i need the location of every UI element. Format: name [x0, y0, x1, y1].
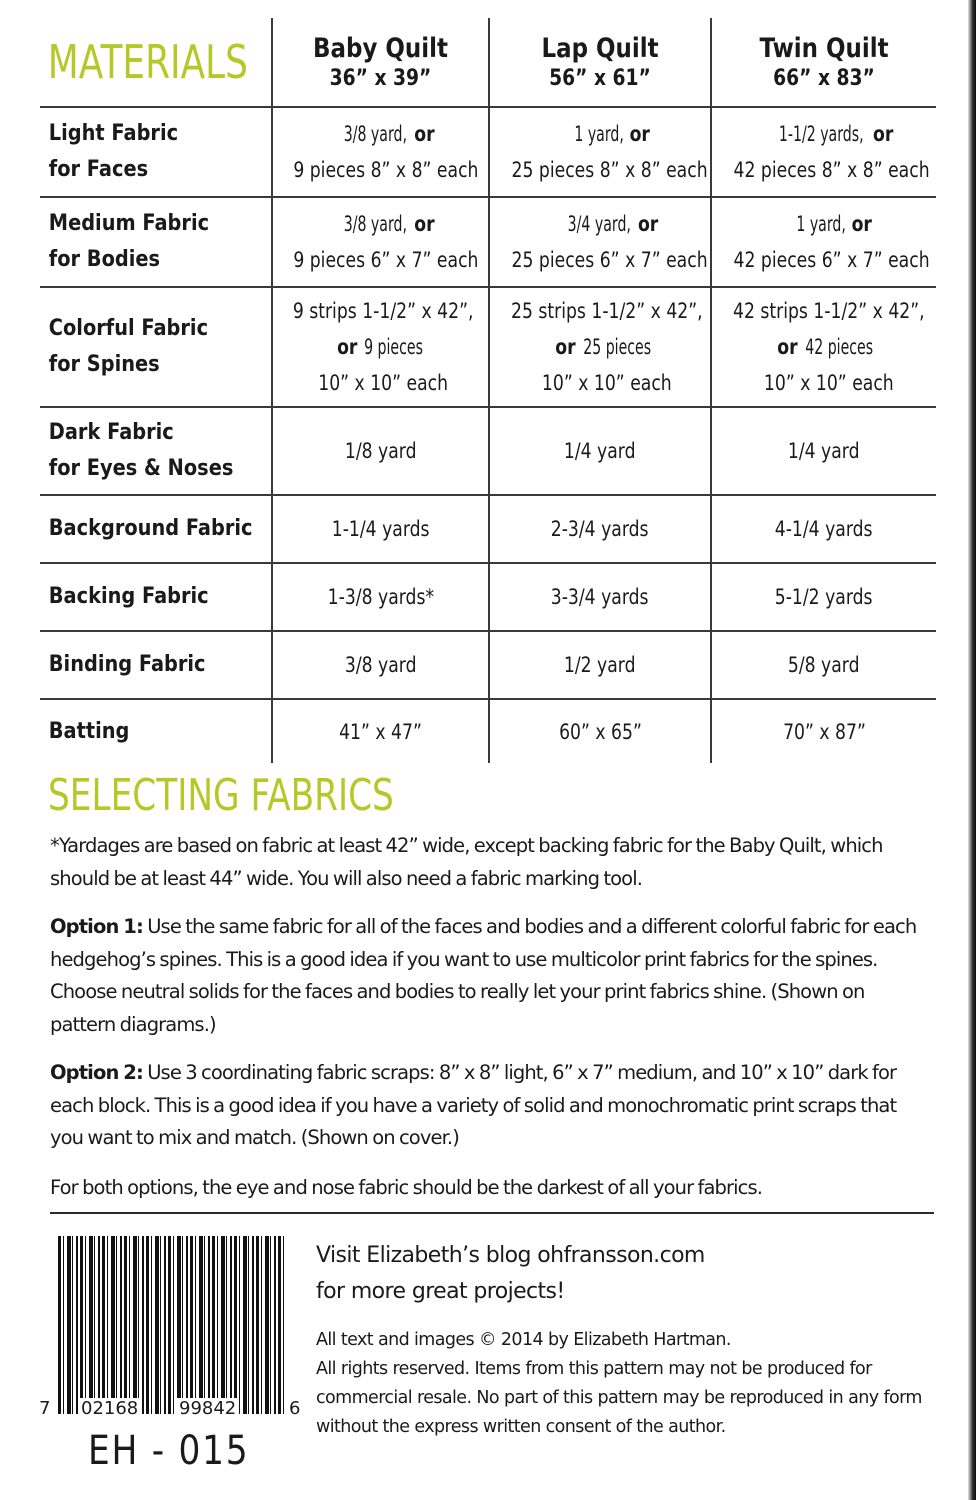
table-cell — [272, 631, 489, 699]
blog-line: Visit Elizabeth’s blog ohfransson.com — [316, 1243, 705, 1268]
cell-or: or — [629, 122, 650, 146]
table-cell — [711, 287, 936, 407]
blog-line: for more great projects! — [316, 1279, 565, 1304]
barcode-check-digit: 6 — [286, 1398, 303, 1420]
option-1-text: Use the same fabric for all of the faces and bodies and a different colorful fabric for each hedgehog’s spines. This is a good idea if you want to use multicolor print fabrics for the spines. Choose neutral solids for the faces and bodies to really let your print fabrics shine. (Shown on pattern diagrams.) — [50, 915, 917, 1036]
row-label-cell — [40, 407, 272, 495]
table-cell — [272, 563, 489, 631]
table-cell — [489, 107, 711, 197]
table-cell — [272, 287, 489, 407]
table-cell — [489, 197, 711, 287]
cell-text: 9 strips 1-1/2” x 42”, — [292, 299, 474, 323]
barcode-left-digits: 02168 — [78, 1398, 141, 1420]
cell-text: 10” x 10” each — [541, 371, 672, 395]
cell-text: 3-3/4 yards — [551, 585, 649, 609]
cell-text: 10” x 10” each — [763, 371, 894, 395]
cell-text: 9 pieces 8” x 8” each — [293, 158, 479, 182]
table-row — [40, 197, 936, 287]
cell-text: 3/8 yard — [344, 653, 417, 677]
cell-text: 42 pieces — [805, 335, 873, 359]
cell-text: 42 pieces 6” x 7” each — [733, 248, 930, 272]
cell-text: 1/2 yard — [564, 653, 636, 677]
table-cell — [272, 495, 489, 563]
table-cell — [489, 407, 711, 495]
cell-text: 1/4 yard — [788, 439, 860, 463]
cell-text: 1/4 yard — [564, 439, 636, 463]
cell-text: 9 pieces 6” x 7” each — [293, 248, 479, 272]
row-label-cell — [40, 563, 272, 631]
cell-text: 42 pieces 8” x 8” each — [733, 158, 930, 182]
cell-text: 1 yard, — [796, 212, 847, 236]
table-cell — [489, 631, 711, 699]
table-cell — [711, 197, 936, 287]
copyright-line: All text and images © 2014 by Elizabeth Hartman. — [316, 1330, 731, 1350]
table-row — [40, 563, 936, 631]
cell-text: 25 strips 1-1/2” x 42”, — [511, 299, 703, 323]
cell-or: or — [337, 335, 358, 359]
column-name: Baby Quilt — [313, 33, 448, 64]
cell-text: 41” x 47” — [339, 719, 422, 744]
row-label — [40, 311, 243, 383]
row-label-cell — [40, 107, 272, 197]
table-row — [40, 287, 936, 407]
cell-or: or — [873, 122, 894, 146]
cell-text: 3/4 yard, — [567, 212, 632, 236]
column-header-twin — [711, 18, 936, 107]
table-cell — [489, 699, 711, 763]
row-label — [40, 206, 243, 278]
table-row — [40, 699, 936, 763]
row-label-line: for Faces — [48, 157, 149, 182]
rights-text: All rights reserved. Items from this pattern may not be produced for commercial resale. No part of this pattern may be reproduced in any form without the express written consent of the author. — [316, 1359, 922, 1437]
yardage-note: *Yardages are based on fabric at least 42” wide, except backing fabric for the Baby Quilt, which should be at least 44” wide. You will also need a fabric marking tool. — [50, 834, 883, 890]
table-header-row — [40, 18, 936, 107]
cell-or: or — [414, 212, 435, 236]
table-row — [40, 407, 936, 495]
column-name: Lap Quilt — [541, 33, 659, 64]
row-label-cell — [40, 197, 272, 287]
table-cell — [489, 287, 711, 407]
row-label: Binding Fabric — [48, 652, 206, 677]
table-cell — [272, 107, 489, 197]
cell-text: 2-3/4 yards — [551, 517, 649, 541]
table-cell — [489, 563, 711, 631]
row-label-line: Light Fabric — [48, 121, 179, 146]
row-label-line: for Eyes & Noses — [48, 456, 234, 481]
cell-or: or — [555, 335, 576, 359]
barcode-lead-digit: 7 — [36, 1398, 53, 1420]
row-label — [40, 415, 243, 487]
cell-text: 4-1/4 yards — [775, 517, 873, 541]
table-cell — [711, 699, 936, 763]
barcode-image — [58, 1236, 286, 1414]
cell-text: 70” x 87” — [782, 719, 866, 744]
barcode-right-digits: 99842 — [176, 1398, 239, 1420]
row-label-cell — [40, 631, 272, 699]
option-1-label: Option 1: — [50, 915, 143, 938]
table-row — [40, 107, 936, 197]
legal-notice — [316, 1326, 922, 1442]
table-cell — [711, 107, 936, 197]
row-label: Background Fabric — [48, 516, 253, 541]
row-label: Backing Fabric — [48, 584, 209, 609]
table-row — [40, 495, 936, 563]
cell-text: 1 yard, — [574, 122, 625, 146]
column-header-lap — [489, 18, 711, 107]
cell-or: or — [777, 335, 798, 359]
column-size: 66” x 83” — [773, 66, 875, 91]
table-row — [40, 631, 936, 699]
cell-or: or — [851, 212, 872, 236]
cell-text: 25 pieces 8” x 8” each — [511, 158, 708, 182]
table-cell — [711, 631, 936, 699]
option-2-paragraph — [50, 1057, 930, 1155]
table-cell — [711, 407, 936, 495]
row-label: Batting — [48, 718, 130, 744]
cell-text: 9 pieces — [363, 335, 423, 359]
materials-table — [40, 18, 936, 763]
blog-info — [316, 1238, 705, 1310]
row-label-line: for Bodies — [48, 247, 161, 272]
row-label-cell — [40, 495, 272, 563]
table-cell — [711, 563, 936, 631]
row-label-line: Medium Fabric — [48, 211, 210, 236]
both-options-note: For both options, the eye and nose fabric should be the darkest of all your fabrics. — [50, 1176, 763, 1199]
cell-text: 3/8 yard, — [344, 212, 408, 236]
table-cell — [272, 407, 489, 495]
cell-or: or — [637, 212, 659, 236]
cell-text: 5/8 yard — [788, 653, 860, 677]
column-size: 56” x 61” — [549, 66, 651, 91]
row-label-line: Colorful Fabric — [48, 316, 209, 341]
cell-text: 25 pieces — [583, 335, 651, 359]
option-1-paragraph — [50, 911, 930, 1041]
pattern-code: EH - 015 — [88, 1428, 250, 1474]
row-label — [40, 116, 243, 188]
cell-text: 1-3/8 yards* — [327, 585, 434, 609]
table-cell — [272, 699, 489, 763]
row-label-cell — [40, 287, 272, 407]
materials-title-cell — [40, 18, 272, 107]
row-label-cell — [40, 699, 272, 763]
cell-text: 10” x 10” each — [318, 371, 449, 395]
table-cell — [711, 495, 936, 563]
cell-text: 42 strips 1-1/2” x 42”, — [733, 299, 925, 323]
selecting-fabrics-title: SELECTING FABRICS — [48, 770, 394, 821]
column-name: Twin Quilt — [759, 33, 889, 64]
cell-text: 1/8 yard — [344, 439, 417, 463]
cell-text: 5-1/2 yards — [775, 585, 873, 609]
cell-text: 25 pieces 6” x 7” each — [511, 248, 708, 272]
materials-title: MATERIALS — [47, 35, 248, 89]
column-size: 36” x 39” — [329, 66, 432, 91]
page-edge — [968, 0, 976, 1500]
cell-text: 60” x 65” — [558, 719, 642, 744]
cell-text: 1-1/2 yards, — [779, 122, 864, 146]
option-2-text: Use 3 coordinating fabric scraps: 8” x 8” light, 6” x 7” medium, and 10” x 10” dark for each block. This is a good idea if you have a variety of solid and monochromatic print scraps that you want to mix and match. (Shown on cover.) — [50, 1061, 897, 1149]
option-2-label: Option 2: — [50, 1061, 143, 1084]
column-header-baby — [272, 18, 489, 107]
row-label-line: for Spines — [48, 352, 160, 377]
cell-text: 3/8 yard, — [344, 122, 408, 146]
cell-or: or — [414, 122, 435, 146]
cell-text: 1-1/4 yards — [331, 517, 430, 541]
row-label-line: Dark Fabric — [48, 420, 174, 445]
table-cell — [272, 197, 489, 287]
table-cell — [489, 495, 711, 563]
footer-divider — [50, 1212, 934, 1214]
